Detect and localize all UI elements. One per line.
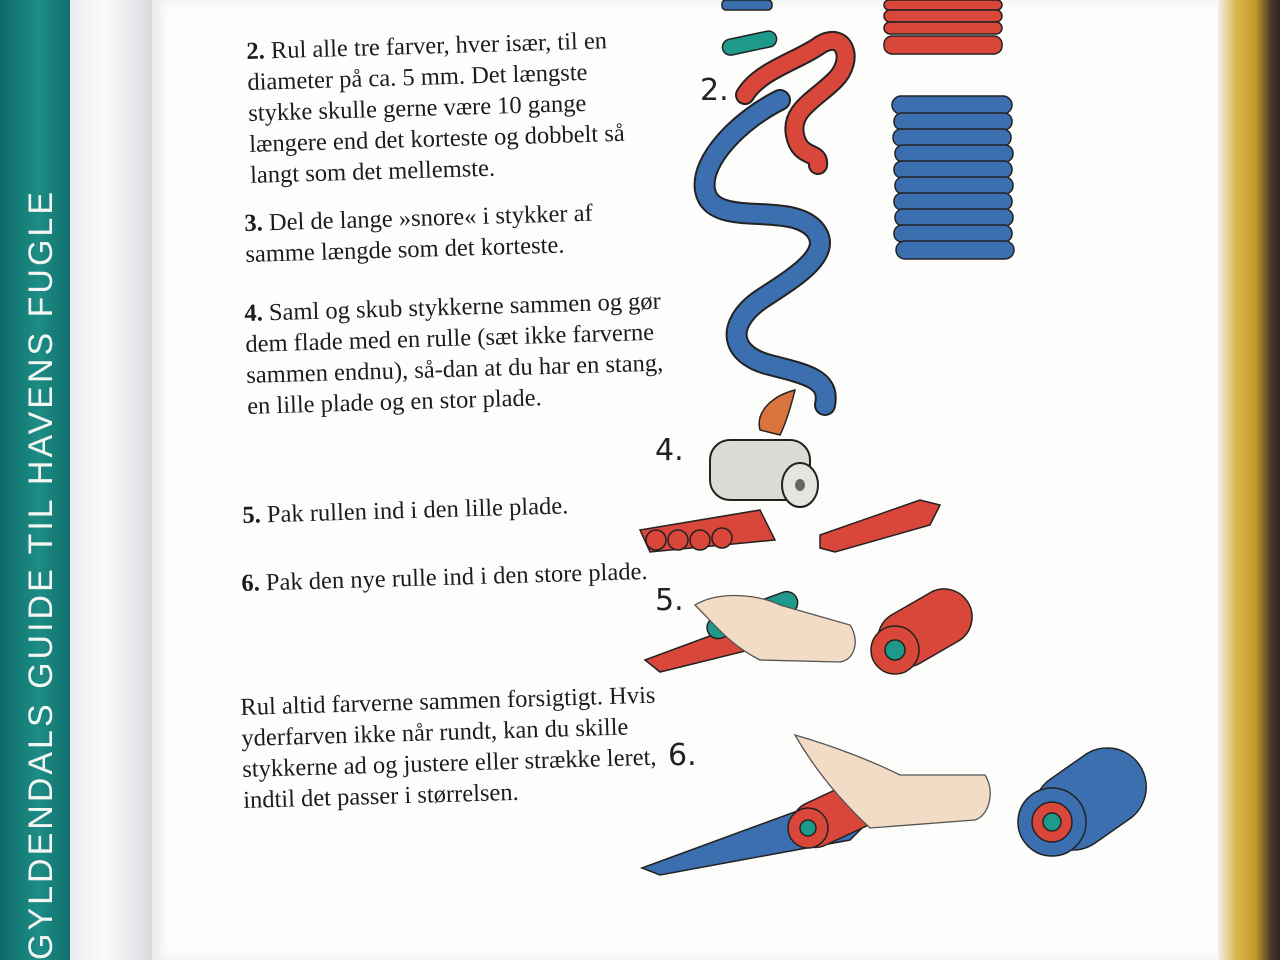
step-text: Del de lange »snore« i stykker af samme længde som det korteste. xyxy=(244,199,594,268)
red-plate xyxy=(820,500,940,552)
step-text: Pak den nye rulle ind i den store plade. xyxy=(265,557,648,597)
blue-roll-core xyxy=(1043,813,1061,831)
step-number: 6. xyxy=(241,569,261,597)
blue-stack xyxy=(892,96,1014,259)
rolling-pin-axle xyxy=(795,479,805,491)
red-rods xyxy=(640,510,775,552)
label-step-4: 4. xyxy=(655,433,684,468)
label-step-2: 2. xyxy=(700,73,729,108)
spine-title: GYLDENDALS GUIDE TIL HAVENS FUGLE xyxy=(22,189,60,960)
step-number: 5. xyxy=(242,501,262,529)
red-roll-6-core xyxy=(800,820,816,836)
step-number: 2. xyxy=(246,37,266,65)
note-text: Rul altid farverne sammen forsigtigt. Hvis yderfarven ikke når rundt, kan du skille stykkerne ad og justere eller strække leret, indtil det passer i størrelsen. xyxy=(240,681,657,814)
step-number: 4. xyxy=(244,299,264,327)
step-text: Saml og skub stykkerne sammen og gør dem flade med en rulle (sæt ikke farverne sammen endnu), så-dan at du har en stang, en lille plade og en stor plade. xyxy=(244,287,664,420)
teal-rope xyxy=(721,30,778,57)
red-roll-core xyxy=(885,640,905,660)
label-step-5: 5. xyxy=(655,583,684,618)
red-stack-top xyxy=(884,0,1002,54)
blue-piece xyxy=(722,0,772,10)
roller-handle xyxy=(759,390,795,435)
label-step-6: 6. xyxy=(668,738,697,773)
step-number: 3. xyxy=(244,209,264,237)
step-text: Pak rullen ind i den lille plade. xyxy=(266,492,569,529)
step-text: Rul alle tre farver, hver især, til en diameter på ca. 5 mm. Det længste stykke skulle gerne være 10 gange længere end det korteste og dobbelt så langt som det mellemste. xyxy=(246,27,626,189)
